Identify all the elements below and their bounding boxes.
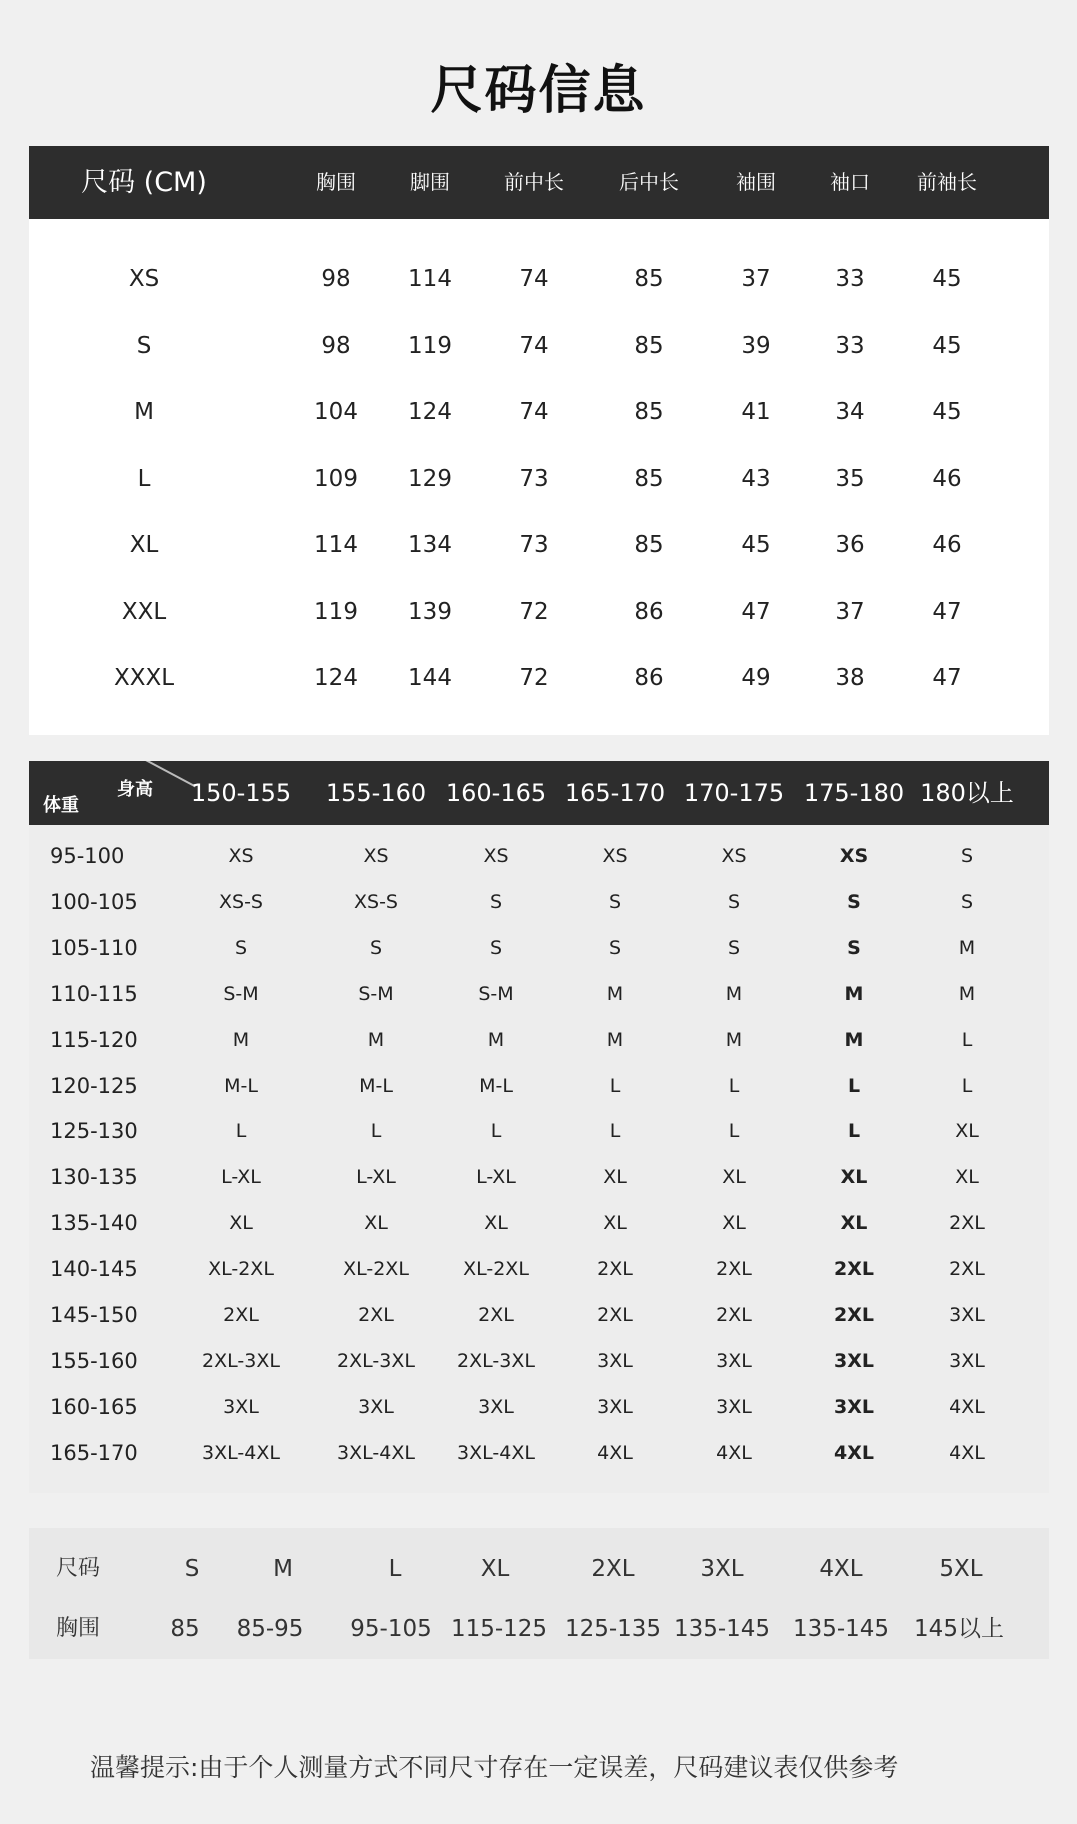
recommended-size-cell: XL <box>840 1212 868 1235</box>
recommended-size-cell: S <box>608 936 622 959</box>
recommended-size-cell: XL-2XL <box>343 1258 409 1281</box>
value-cell: 119 <box>408 332 452 359</box>
value-cell: 47 <box>932 665 962 691</box>
recommended-size-cell: 4XL <box>834 1441 874 1464</box>
value-cell: 109 <box>314 465 358 492</box>
chest-value-cell: 115-125 <box>450 1616 548 1642</box>
weight-cell: 110-115 <box>50 981 138 1006</box>
recommendation-table-body <box>29 825 1049 1493</box>
recommended-size-cell: XS-S <box>354 890 398 913</box>
recommended-size-cell: M <box>367 1028 385 1051</box>
measure-column-header: 袖围 <box>736 170 776 194</box>
table-row <box>29 925 1049 971</box>
recommended-size-cell: M <box>606 982 624 1005</box>
recommended-size-cell: L <box>609 1074 621 1097</box>
recommendation-table-header <box>29 761 1049 825</box>
recommended-size-cell: M-L <box>359 1074 393 1097</box>
value-cell: 43 <box>741 465 771 492</box>
recommended-size-cell: 3XL <box>834 1349 874 1372</box>
recommended-size-cell: M <box>606 1028 624 1051</box>
recommended-size-cell: S-M <box>223 982 259 1005</box>
weight-cell: 115-120 <box>50 1027 138 1052</box>
recommended-size-cell: L <box>961 1028 973 1051</box>
recommended-size-cell: XL <box>229 1212 253 1235</box>
height-column-header: 150-155 <box>190 779 292 807</box>
recommended-size-cell: S <box>960 845 974 867</box>
value-cell: 45 <box>932 399 962 425</box>
value-cell: 85 <box>634 266 664 292</box>
recommended-size-cell: 2XL <box>358 1304 394 1326</box>
value-cell: 119 <box>314 598 358 625</box>
table-row <box>29 1430 1049 1476</box>
value-cell: 46 <box>932 532 962 558</box>
recommended-size-cell: XL <box>840 1166 868 1189</box>
table-row <box>29 326 1049 366</box>
recommended-size-cell: XL <box>722 1212 746 1235</box>
value-cell: 45 <box>932 332 962 359</box>
weight-cell: 165-170 <box>50 1440 138 1465</box>
height-column-header: 165-170 <box>564 779 666 807</box>
recommended-size-cell: M-L <box>224 1074 258 1097</box>
height-column-header: 155-160 <box>325 779 427 807</box>
size-cell: 3XL <box>700 1556 744 1582</box>
size-cell: S <box>184 1556 200 1582</box>
recommended-size-cell: 3XL <box>223 1395 259 1418</box>
recommended-size-cell: 2XL-3XL <box>337 1349 415 1372</box>
recommended-size-cell: M <box>958 936 976 959</box>
height-column-header: 180以上 <box>920 779 1014 807</box>
recommended-size-cell: S <box>489 936 503 959</box>
recommended-size-cell: 3XL <box>949 1349 985 1372</box>
corner-weight-label: 体重 <box>43 795 79 816</box>
measure-column-header: 胸围 <box>316 170 356 194</box>
value-cell: 72 <box>519 598 549 625</box>
recommended-size-cell: L <box>847 1074 861 1097</box>
table-row <box>29 1246 1049 1292</box>
recommended-size-cell: 2XL <box>597 1304 633 1326</box>
recommended-size-cell: L <box>370 1120 382 1143</box>
size-cell: 2XL <box>591 1556 635 1582</box>
recommended-size-cell: XS <box>363 845 389 867</box>
value-cell: 37 <box>741 266 771 292</box>
value-cell: 37 <box>835 598 865 625</box>
measure-column-header: 脚围 <box>410 170 450 194</box>
value-cell: 47 <box>932 598 962 625</box>
recommended-size-cell: 3XL <box>597 1349 633 1372</box>
recommended-size-cell: L <box>961 1074 973 1097</box>
recommended-size-cell: 4XL <box>597 1441 633 1464</box>
value-cell: 114 <box>314 532 358 558</box>
size-cell: M <box>273 1556 293 1582</box>
value-cell: 134 <box>408 532 452 558</box>
chest-row <box>29 1604 1049 1654</box>
recommended-size-cell: XL <box>603 1212 627 1235</box>
size-cell: XL <box>129 532 159 558</box>
recommended-size-cell: XL <box>722 1166 746 1189</box>
recommended-size-cell: S <box>847 890 861 913</box>
recommended-size-cell: XS-S <box>219 890 263 913</box>
table-row <box>29 1384 1049 1430</box>
recommended-size-cell: M <box>958 982 976 1005</box>
value-cell: 144 <box>408 665 452 691</box>
page-title: 尺码信息 <box>430 61 647 121</box>
recommended-size-cell: 3XL <box>716 1349 752 1372</box>
size-cell: XS <box>128 266 160 292</box>
weight-cell: 140-145 <box>50 1257 138 1282</box>
recommended-size-cell: S <box>234 936 248 959</box>
recommended-size-cell: L <box>728 1074 740 1097</box>
recommended-size-cell: 2XL <box>223 1304 259 1326</box>
chest-value-cell: 85-95 <box>236 1616 304 1642</box>
measure-column-header: 前袖长 <box>917 170 977 194</box>
measure-column-header: 前中长 <box>504 170 564 194</box>
recommended-size-cell: 2XL-3XL <box>202 1349 280 1372</box>
chest-value-cell: 125-135 <box>564 1616 662 1642</box>
value-cell: 86 <box>634 665 664 691</box>
value-cell: 139 <box>408 598 452 625</box>
recommended-size-cell: M <box>844 1028 864 1051</box>
value-cell: 33 <box>835 332 865 359</box>
value-cell: 34 <box>835 399 865 425</box>
recommended-size-cell: M-L <box>479 1074 513 1097</box>
row-label: 胸围 <box>56 1616 101 1641</box>
value-cell: 47 <box>741 598 771 625</box>
recommended-size-cell: S-M <box>478 982 514 1005</box>
recommended-size-cell: 3XL <box>478 1395 514 1418</box>
value-cell: 124 <box>408 399 452 425</box>
value-cell: 35 <box>835 465 865 492</box>
size-cell: L <box>388 1556 402 1582</box>
recommended-size-cell: 4XL <box>949 1441 985 1464</box>
recommended-size-cell: XS <box>721 845 747 867</box>
recommended-size-cell: XS <box>839 845 869 867</box>
value-cell: 73 <box>519 532 549 558</box>
recommended-size-cell: S <box>960 890 974 913</box>
height-column-header: 175-180 <box>803 779 905 807</box>
table-row <box>29 525 1049 565</box>
value-cell: 98 <box>321 266 351 292</box>
size-cell: M <box>134 399 154 425</box>
recommended-size-cell: S <box>727 936 741 959</box>
weight-cell: 95-100 <box>50 844 125 868</box>
recommended-size-cell: L-XL <box>356 1166 396 1189</box>
recommended-size-cell: S <box>727 890 741 913</box>
weight-cell: 155-160 <box>50 1348 138 1373</box>
recommended-size-cell: XL <box>603 1166 627 1189</box>
size-column-header: 尺码 (CM) <box>81 167 207 198</box>
value-cell: 104 <box>314 399 358 425</box>
value-cell: 45 <box>932 266 962 292</box>
value-cell: 85 <box>634 532 664 558</box>
row-label: 尺码 <box>56 1556 101 1581</box>
measurement-table-header <box>29 146 1049 219</box>
table-row <box>29 592 1049 632</box>
recommended-size-cell: 2XL <box>478 1304 514 1326</box>
size-cell: 4XL <box>819 1556 863 1582</box>
measurement-table <box>29 146 1049 735</box>
recommended-size-cell: 3XL-4XL <box>337 1441 415 1464</box>
recommended-size-cell: L <box>847 1120 861 1143</box>
table-row <box>29 833 1049 879</box>
recommended-size-cell: 2XL <box>716 1258 752 1281</box>
size-cell: XL <box>480 1556 510 1582</box>
recommended-size-cell: L <box>728 1120 740 1143</box>
recommended-size-cell: M <box>487 1028 505 1051</box>
size-cell: S <box>136 332 152 359</box>
chest-size-table <box>29 1528 1049 1659</box>
recommended-size-cell: 3XL-4XL <box>202 1441 280 1464</box>
corner-height-label: 身高 <box>117 779 153 800</box>
recommended-size-cell: M <box>725 1028 743 1051</box>
table-row <box>29 879 1049 925</box>
recommended-size-cell: 4XL <box>716 1441 752 1464</box>
recommended-size-cell: L <box>609 1120 621 1143</box>
recommended-size-cell: 3XL <box>716 1395 752 1418</box>
value-cell: 41 <box>741 399 771 425</box>
table-row <box>29 658 1049 698</box>
measurement-table-body <box>29 219 1049 735</box>
value-cell: 72 <box>519 665 549 691</box>
measure-column-header: 袖口 <box>830 170 870 194</box>
chest-value-cell: 135-145 <box>792 1616 890 1642</box>
chest-value-cell: 85 <box>170 1616 200 1642</box>
weight-cell: 105-110 <box>50 935 138 960</box>
recommended-size-cell: L <box>490 1120 502 1143</box>
chest-value-cell: 135-145 <box>673 1616 771 1642</box>
height-column-header: 170-175 <box>683 779 785 807</box>
recommended-size-cell: XS <box>483 845 509 867</box>
chest-value-cell: 95-105 <box>350 1616 432 1642</box>
weight-cell: 125-130 <box>50 1119 138 1144</box>
measure-column-header: 后中长 <box>619 170 679 194</box>
recommended-size-cell: L <box>235 1120 247 1143</box>
value-cell: 114 <box>408 266 452 292</box>
height-column-header: 160-165 <box>445 779 547 807</box>
recommended-size-cell: 2XL <box>716 1304 752 1326</box>
recommended-size-cell: M <box>725 982 743 1005</box>
size-cell: XXXL <box>113 665 175 691</box>
value-cell: 49 <box>741 665 771 691</box>
size-cell: L <box>137 465 151 492</box>
recommended-size-cell: XL <box>955 1166 979 1189</box>
recommended-size-cell: 2XL <box>949 1212 985 1235</box>
value-cell: 85 <box>634 399 664 425</box>
recommended-size-cell: XL <box>484 1212 508 1235</box>
recommended-size-cell: XL-2XL <box>208 1258 274 1281</box>
value-cell: 124 <box>314 665 358 691</box>
value-cell: 36 <box>835 532 865 558</box>
recommended-size-cell: M <box>844 982 864 1005</box>
value-cell: 129 <box>408 465 452 492</box>
table-row <box>29 459 1049 499</box>
recommended-size-cell: 2XL <box>834 1304 874 1326</box>
recommended-size-cell: 3XL <box>597 1395 633 1418</box>
recommended-size-cell: XS <box>602 845 628 867</box>
recommended-size-cell: 3XL <box>358 1395 394 1418</box>
recommended-size-cell: 2XL <box>834 1258 874 1281</box>
recommended-size-cell: 3XL <box>949 1304 985 1326</box>
recommended-size-cell: 3XL-4XL <box>457 1441 535 1464</box>
size-recommendation-table <box>29 761 1049 1493</box>
weight-cell: 100-105 <box>50 889 138 914</box>
value-cell: 86 <box>634 598 664 625</box>
table-row <box>29 1063 1049 1109</box>
value-cell: 98 <box>321 332 351 359</box>
table-row <box>29 1338 1049 1384</box>
tip-note: 温馨提示:由于个人测量方式不同尺寸存在一定误差，尺码建议表仅供参考 <box>90 1753 899 1782</box>
recommended-size-cell: S <box>608 890 622 913</box>
value-cell: 74 <box>519 266 549 292</box>
value-cell: 39 <box>741 332 771 359</box>
recommended-size-cell: S <box>369 936 383 959</box>
table-row <box>29 1017 1049 1063</box>
recommended-size-cell: L-XL <box>221 1166 261 1189</box>
value-cell: 85 <box>634 465 664 492</box>
table-row <box>29 1292 1049 1338</box>
recommended-size-cell: S <box>847 936 861 959</box>
weight-cell: 145-150 <box>50 1303 138 1327</box>
recommended-size-cell: 4XL <box>949 1395 985 1418</box>
size-cell: 5XL <box>939 1556 983 1582</box>
recommended-size-cell: S-M <box>358 982 394 1005</box>
recommended-size-cell: 2XL-3XL <box>457 1349 535 1372</box>
recommended-size-cell: XL <box>364 1212 388 1235</box>
recommended-size-cell: M <box>232 1028 250 1051</box>
value-cell: 85 <box>634 332 664 359</box>
table-row <box>29 1108 1049 1154</box>
weight-cell: 160-165 <box>50 1394 138 1419</box>
value-cell: 45 <box>741 532 771 558</box>
table-row <box>29 259 1049 299</box>
recommended-size-cell: XL <box>955 1120 979 1143</box>
table-row <box>29 1154 1049 1200</box>
recommended-size-cell: XS <box>228 845 254 867</box>
value-cell: 33 <box>835 266 865 292</box>
size-cell: XXL <box>121 598 167 625</box>
weight-cell: 135-140 <box>50 1211 138 1236</box>
size-row <box>29 1544 1049 1594</box>
value-cell: 73 <box>519 465 549 492</box>
weight-cell: 130-135 <box>50 1165 138 1190</box>
weight-cell: 120-125 <box>50 1073 138 1098</box>
table-row <box>29 392 1049 432</box>
recommended-size-cell: 3XL <box>834 1395 874 1418</box>
table-row <box>29 971 1049 1017</box>
value-cell: 74 <box>519 399 549 425</box>
value-cell: 74 <box>519 332 549 359</box>
table-row <box>29 1200 1049 1246</box>
recommended-size-cell: XL-2XL <box>463 1258 529 1281</box>
value-cell: 38 <box>835 665 865 691</box>
recommended-size-cell: S <box>489 890 503 913</box>
value-cell: 46 <box>932 465 962 492</box>
recommended-size-cell: 2XL <box>949 1258 985 1281</box>
recommended-size-cell: L-XL <box>476 1166 516 1189</box>
recommended-size-cell: 2XL <box>597 1258 633 1281</box>
chest-value-cell: 145以上 <box>914 1616 1004 1642</box>
